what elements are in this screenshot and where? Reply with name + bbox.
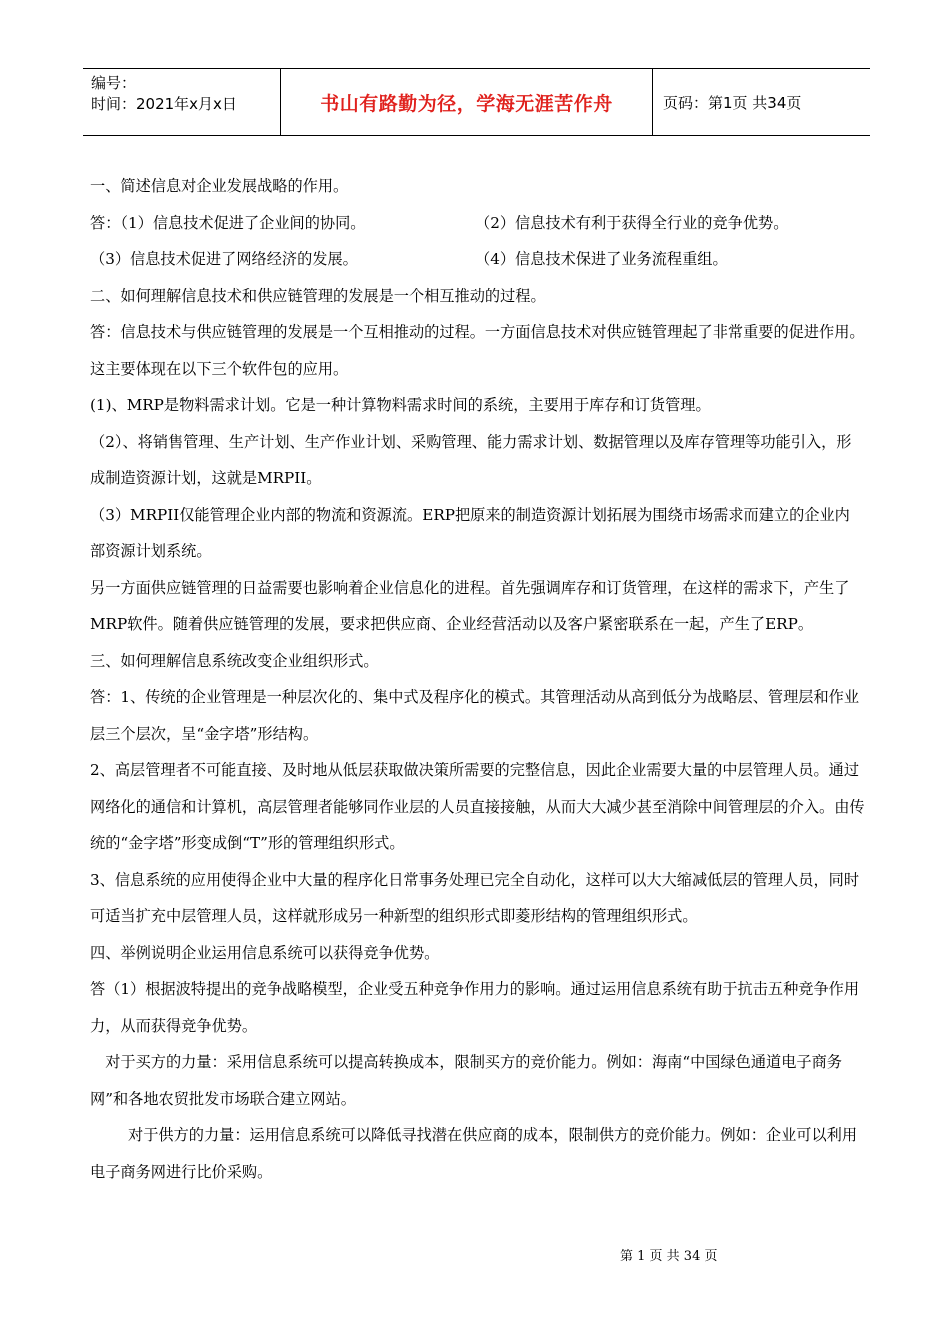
answer-1-row-2	[90, 241, 865, 278]
answer-3-paragraph-1: 答：1、传统的企业管理是一种层次化的、集中式及程序化的模式。其管理活动从高到低分为战略层、管理层和作业层三个层次，呈“金字塔”形结构。	[90, 688, 860, 743]
question-1-title: 一、简述信息对企业发展战略的作用。	[90, 177, 349, 195]
answer-2-paragraph-2: (1)、MRP是物料需求计划。它是一种计算物料需求时间的系统，主要用于库存和订货管理。	[90, 396, 711, 414]
document-date-label: 时间：2021年x月x日	[91, 95, 237, 113]
answer-1-item-2: （2）信息技术有利于获得全行业的竞争优势。	[475, 213, 789, 232]
header-page-info: 页码：第1页 共34页	[663, 93, 802, 112]
question-4-title: 四、举例说明企业运用信息系统可以获得竞争优势。	[90, 943, 440, 962]
answer-4-paragraph-2: 对于买方的力量：采用信息系统可以提高转换成本，限制买方的竞价能力。例如：海南“中国绿色通道电子商务网”和各地农贸批发市场联合建立网站。	[90, 1053, 842, 1108]
answer-2-paragraph-1: 答：信息技术与供应链管理的发展是一个互相推动的过程。一方面信息技术对供应链管理起了非常重要的促进作用。这主要体现在以下三个软件包的应用。	[90, 323, 865, 378]
answer-1-item-3: （3）信息技术促进了网络经济的发展。	[90, 250, 358, 268]
header-meta	[83, 69, 281, 135]
answer-2-paragraph-4: （3）MRPII仅能管理企业内部的物流和资源流。ERP把原来的制造资源计划拓展为围绕市场需求而建立的企业内部资源计划系统。	[90, 505, 850, 560]
answer-1-item-4: （4）信息技术保进了业务流程重组。	[475, 250, 728, 268]
answer-3-paragraph-3: 3、信息系统的应用使得企业中大量的程序化日常事务处理已完全自动化，这样可以大大缩减低层的管理人员，同时可适当扩充中层管理人员，这样就形成另一种新型的组织形式即菱形结构的管理组织形式。	[90, 870, 860, 925]
document-header	[83, 68, 870, 136]
header-motto: 书山有路勤为径，学海无涯苦作舟	[281, 69, 653, 135]
answer-1-item-1: 答：（1）信息技术促进了企业间的协同。	[90, 213, 366, 232]
document-body	[90, 168, 865, 1190]
answer-2-paragraph-5: 另一方面供应链管理的日益需要也影响着企业信息化的进程。首先强调库存和订货管理，在这样的需求下，产生了MRP软件。随着供应链管理的发展，要求把供应商、企业经营活动以及客户紧密联系在一起，产生了ERP。	[90, 578, 850, 633]
page-footer: 第 1 页 共 34 页	[620, 1249, 718, 1264]
question-3-title: 三、如何理解信息系统改变企业组织形式。	[90, 651, 379, 670]
question-2-title: 二、如何理解信息技术和供应链管理的发展是一个相互推动的过程。	[90, 286, 546, 305]
answer-4-paragraph-1: 答（1）根据波特提出的竞争战略模型，企业受五种竞争作用力的影响。通过运用信息系统有助于抗击五种竞争作用力，从而获得竞争优势。	[90, 980, 860, 1035]
answer-3-paragraph-2: 2、高层管理者不可能直接、及时地从低层获取做决策所需要的完整信息，因此企业需要大量的中层管理人员。通过网络化的通信和计算机，高层管理者能够同作业层的人员直接接触，从而大大减少甚至消除中间管理层的介入。由传统的“金字塔”形变成倒“T”形的管理组织形式。	[90, 761, 865, 852]
answer-1-row-1	[90, 205, 865, 242]
answer-4-paragraph-3: 对于供方的力量：运用信息系统可以降低寻找潜在供应商的成本，限制供方的竞价能力。例如：企业可以利用电子商务网进行比价采购。	[90, 1126, 857, 1181]
document-number-label: 编号：	[91, 74, 137, 92]
answer-2-paragraph-3: （2）、将销售管理、生产计划、生产作业计划、采购管理、能力需求计划、数据管理以及库存管理等功能引入，形成制造资源计划，这就是MRPII。	[90, 432, 852, 487]
